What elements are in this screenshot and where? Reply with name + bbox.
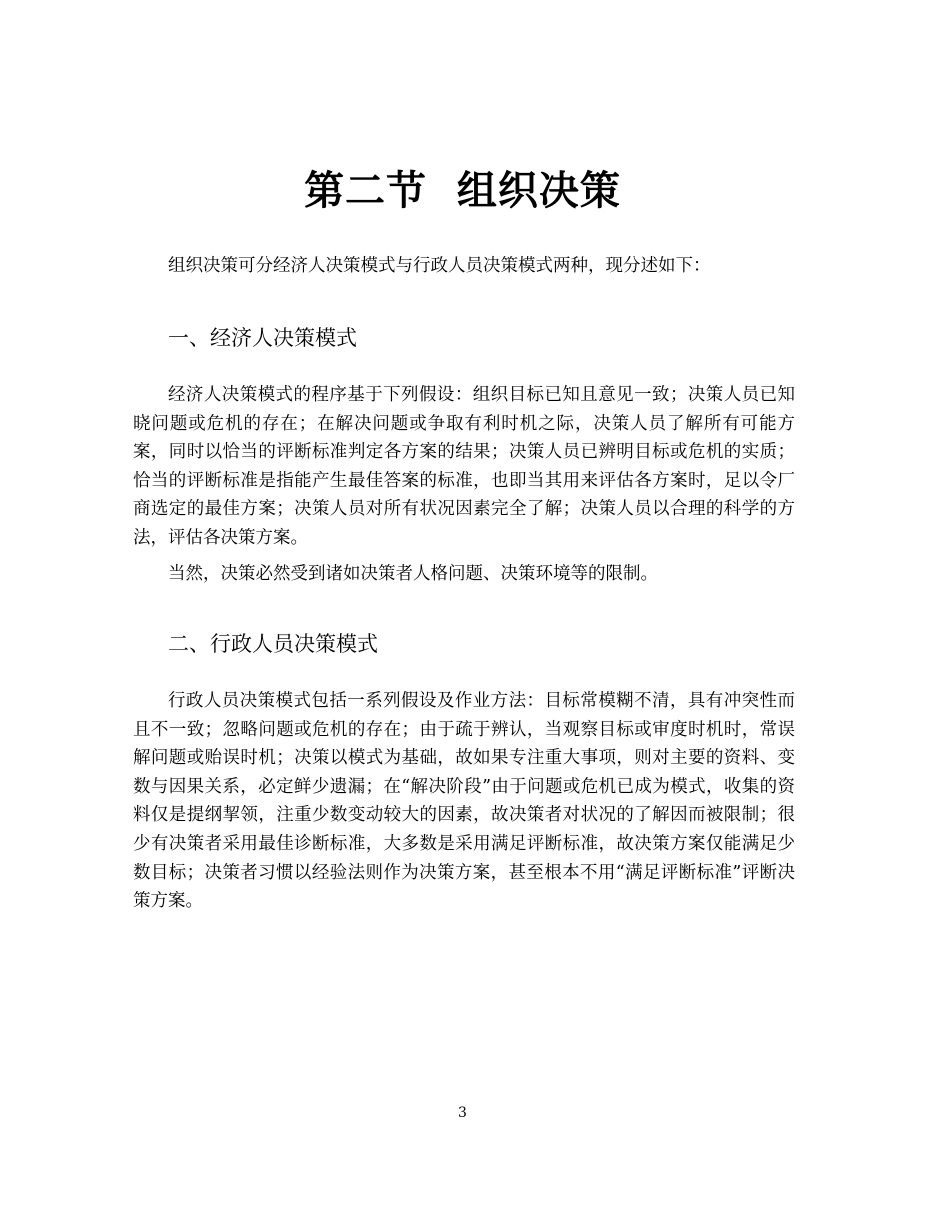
page-number: 3 (458, 1105, 467, 1121)
page-title: 第二节 组织决策 (304, 167, 621, 214)
section-heading-administrative-man: 二、行政人员决策模式 (168, 632, 378, 656)
section-1-paragraph-1: 经济人决策模式的程序基于下列假设：组织目标已知且意见一致；决策人员已知晓问题或危机的存在；在解决问题或争取有利时机之际，决策人员了解所有可能方案，同时以恰当的评断标准判定各方案的结果；决策人员已辨明目标或危机的实质；恰当的评断标准是指能产生最佳答案的标准，也即当其用来评估各方案时，足以令厂商选定的最佳方案；决策人员对所有状况因素完全了解；决策人员以合理的科学的方法，评估各决策方案。 (133, 385, 795, 548)
section-1-paragraph-2: 当然，决策必然受到诸如决策者人格问题、决策环境等的限制。 (168, 564, 658, 584)
section-2-paragraph-1: 行政人员决策模式包括一系列假设及作业方法：目标常模糊不清，具有冲突性而且不一致；忽略问题或危机的存在；由于疏于辨认，当观察目标或审度时机时，常误解问题或贻误时机；决策以模式为基础，故如果专注重大事项，则对主要的资料、变数与因果关系，必定鲜少遗漏；在“解决阶段”由于问题或危机已成为模式，收集的资料仅是提纲挈领，注重少数变动较大的因素，故决策者对状况的了解因而被限制；很少有决策者采用最佳诊断标准，大多数是采用满足评断标准，故决策方案仅能满足少数目标；决策者习惯以经验法则作为决策方案，甚至根本不用“满足评断标准”评断决策方案。 (133, 691, 795, 912)
intro-paragraph: 组织决策可分经济人决策模式与行政人员决策模式两种，现分述如下： (168, 256, 711, 276)
section-heading-economic-man: 一、经济人决策模式 (168, 326, 357, 350)
